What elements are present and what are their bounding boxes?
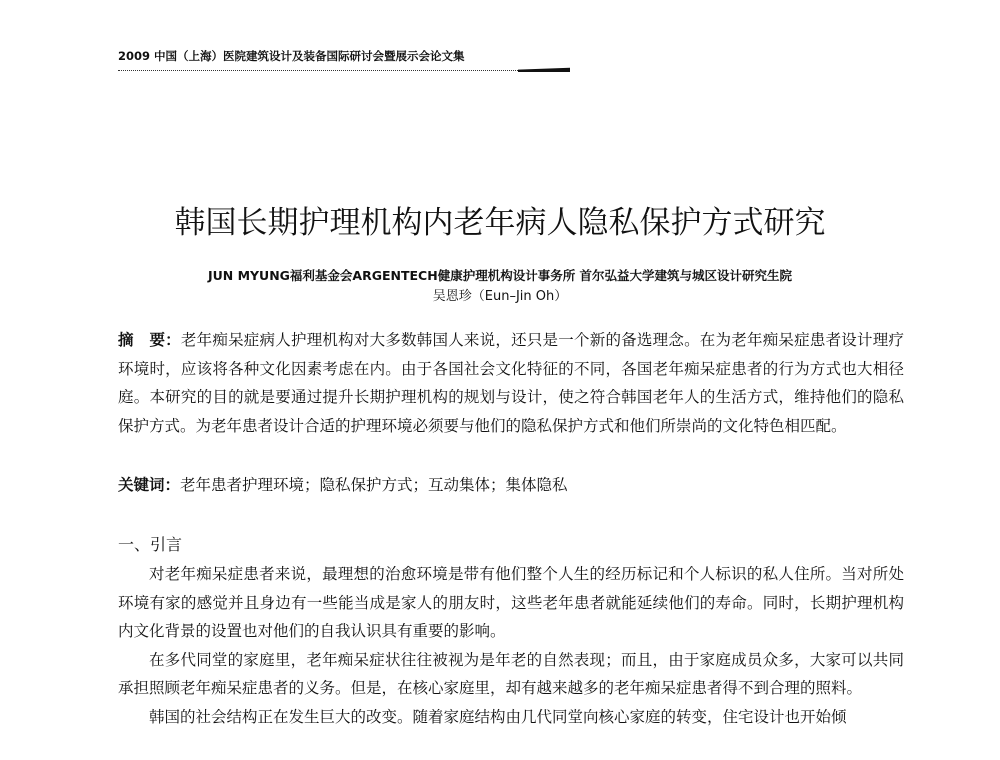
abstract-text: 老年痴呆症病人护理机构对大多数韩国人来说，还只是一个新的备选理念。在为老年痴呆症患者设计理疗环境时，应该将各种文化因素考虑在内。由于各国社会文化特征的不同，各国老年痴呆症患者的行为方式也大相径庭。本研究的目的就是要通过提升长期护理机构的规划与设计，使之符合韩国老年人的生活方式，维持他们的隐私保护方式。为老年患者设计合适的护理环境必须要与他们的隐私保护方式和他们所崇尚的文化特色相匹配。 [118, 331, 904, 435]
abstract [118, 326, 904, 440]
paragraph: 在多代同堂的家庭里，老年痴呆症状往往被视为是年老的自然表现；而且，由于家庭成员众多，大家可以共同承担照顾老年痴呆症患者的义务。但是，在核心家庭里，却有越来越多的老年痴呆症患者得不到合理的照料。 [118, 650, 904, 697]
author-name: 吴恩珍（Eun–Jin Oh） [432, 289, 568, 304]
paragraph: 韩国的社会结构正在发生巨大的改变。随着家庭结构由几代同堂向核心家庭的转变，住宅设计也开始倾 [149, 707, 847, 726]
section-heading: 一、引言 [118, 535, 183, 554]
affiliation: JUN MYUNG福利基金会ARGENTECH健康护理机构设计事务所 首尔弘益大学建筑与城区设计研究生院 [207, 268, 793, 283]
header-rule [118, 70, 518, 71]
intro-body [118, 560, 904, 731]
header-wedge [518, 66, 570, 72]
running-header: 2009 中国（上海）医院建筑设计及装备国际研讨会暨展示会论文集 [118, 49, 465, 63]
paragraph: 对老年痴呆症患者来说，最理想的治愈环境是带有他们整个人生的经历标记和个人标识的私人住所。当对所处环境有家的感觉并且身边有一些能当成是家人的朋友时，这些老年患者就能延续他们的寿命。同时，长期护理机构内文化背景的设置也对他们的自我认识具有重要的影响。 [118, 565, 904, 640]
keywords-text: 老年患者护理环境；隐私保护方式；互动集体；集体隐私 [180, 476, 568, 494]
abstract-label: 摘 要： [118, 331, 181, 349]
paper-title: 韩国长期护理机构内老年病人隐私保护方式研究 [174, 205, 826, 241]
keywords [118, 471, 904, 500]
keywords-label: 关键词： [118, 476, 181, 494]
